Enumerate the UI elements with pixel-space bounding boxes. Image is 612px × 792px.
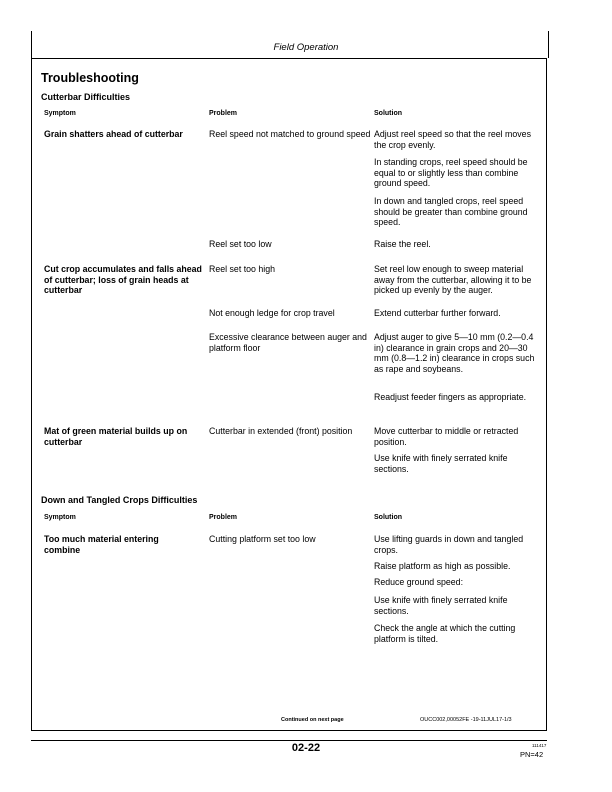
tangled-r1-problem: Cutting platform set too low <box>209 534 316 544</box>
page-header-title: Field Operation <box>273 42 339 53</box>
footer-rule <box>31 740 547 741</box>
tangled-table-title: Down and Tangled Crops Difficulties <box>41 495 198 505</box>
tangled-col-problem: Problem <box>209 514 238 521</box>
tangled-r1-solution-3: Reduce ground speed: <box>374 577 464 587</box>
cutterbar-r4-problem: Not enough ledge for crop travel <box>209 308 335 318</box>
cutterbar-r1-symptom: Grain shatters ahead of cutterbar <box>44 129 183 139</box>
cutterbar-r1-problem: Reel speed not matched to ground speed <box>209 129 371 139</box>
document-id: OUCC002,00052FE -19-11JUL17-1/3 <box>420 717 512 723</box>
tangled-r1-solution-4: Use knife with finely serrated knife sections. <box>374 595 508 616</box>
cutterbar-table-title: Cutterbar Difficulties <box>41 92 131 102</box>
tangled-r1-solution-1: Use lifting guards in down and tangled crops. <box>374 534 524 555</box>
cutterbar-r6-solution-1: Move cutterbar to middle or retracted position. <box>374 426 519 447</box>
tangled-col-solution: Solution <box>374 514 402 521</box>
tangled-col-symptom: Symptom <box>44 514 76 521</box>
cutterbar-col-solution: Solution <box>374 110 402 117</box>
cutterbar-r3-problem: Reel set too high <box>209 264 276 274</box>
cutterbar-r6-solution-2: Use knife with finely serrated knife sections. <box>374 453 508 474</box>
cutterbar-r5-problem: Excessive clearance between auger and platform floor <box>209 332 367 353</box>
cutterbar-r1-solution-1: Adjust reel speed so that the reel moves the crop evenly. <box>374 129 531 150</box>
cutterbar-col-problem: Problem <box>209 110 238 117</box>
tangled-r1-solution-5: Check the angle at which the cutting platform is tilted. <box>374 623 516 644</box>
tangled-r1-symptom: Too much material entering combine <box>44 534 159 555</box>
cutterbar-r5-solution-2: Readjust feeder fingers as appropriate. <box>374 392 527 402</box>
cutterbar-col-symptom: Symptom <box>44 110 76 117</box>
cutterbar-r2-solution: Raise the reel. <box>374 239 431 249</box>
cutterbar-r2-problem: Reel set too low <box>209 239 272 249</box>
cutterbar-r1-solution-3: In down and tangled crops, reel speed should be greater than combine ground speed. <box>374 196 528 228</box>
section-title: Troubleshooting <box>41 71 139 85</box>
page-number: 02-22 <box>291 742 321 754</box>
footer-small-code: 111417 <box>532 743 547 748</box>
cutterbar-r3-symptom: Cut crop accumulates and falls ahead of cutterbar; loss of grain heads at cutterbar <box>44 264 202 296</box>
continued-note: Continued on next page <box>281 717 344 723</box>
cutterbar-r4-solution: Extend cutterbar further forward. <box>374 308 501 318</box>
cutterbar-r5-solution-1: Adjust auger to give 5—10 mm (0.2—0.4 in) clearance in grain crops and 20—30 mm (0.8—1.2 in) clearance in crops such as rape and soybeans. <box>374 332 535 374</box>
pn-label: PN=42 <box>520 750 544 759</box>
tangled-r1-solution-2: Raise platform as high as possible. <box>374 561 511 571</box>
cutterbar-r1-solution-2: In standing crops, reel speed should be equal to or slightly less than combine ground speed. <box>374 157 528 189</box>
cutterbar-r3-solution: Set reel low enough to sweep material away from the cutterbar, allowing it to be picked up evenly by the auger. <box>374 264 532 296</box>
cutterbar-r6-symptom: Mat of green material builds up on cutterbar <box>44 426 188 447</box>
cutterbar-r6-problem: Cutterbar in extended (front) position <box>209 426 353 436</box>
